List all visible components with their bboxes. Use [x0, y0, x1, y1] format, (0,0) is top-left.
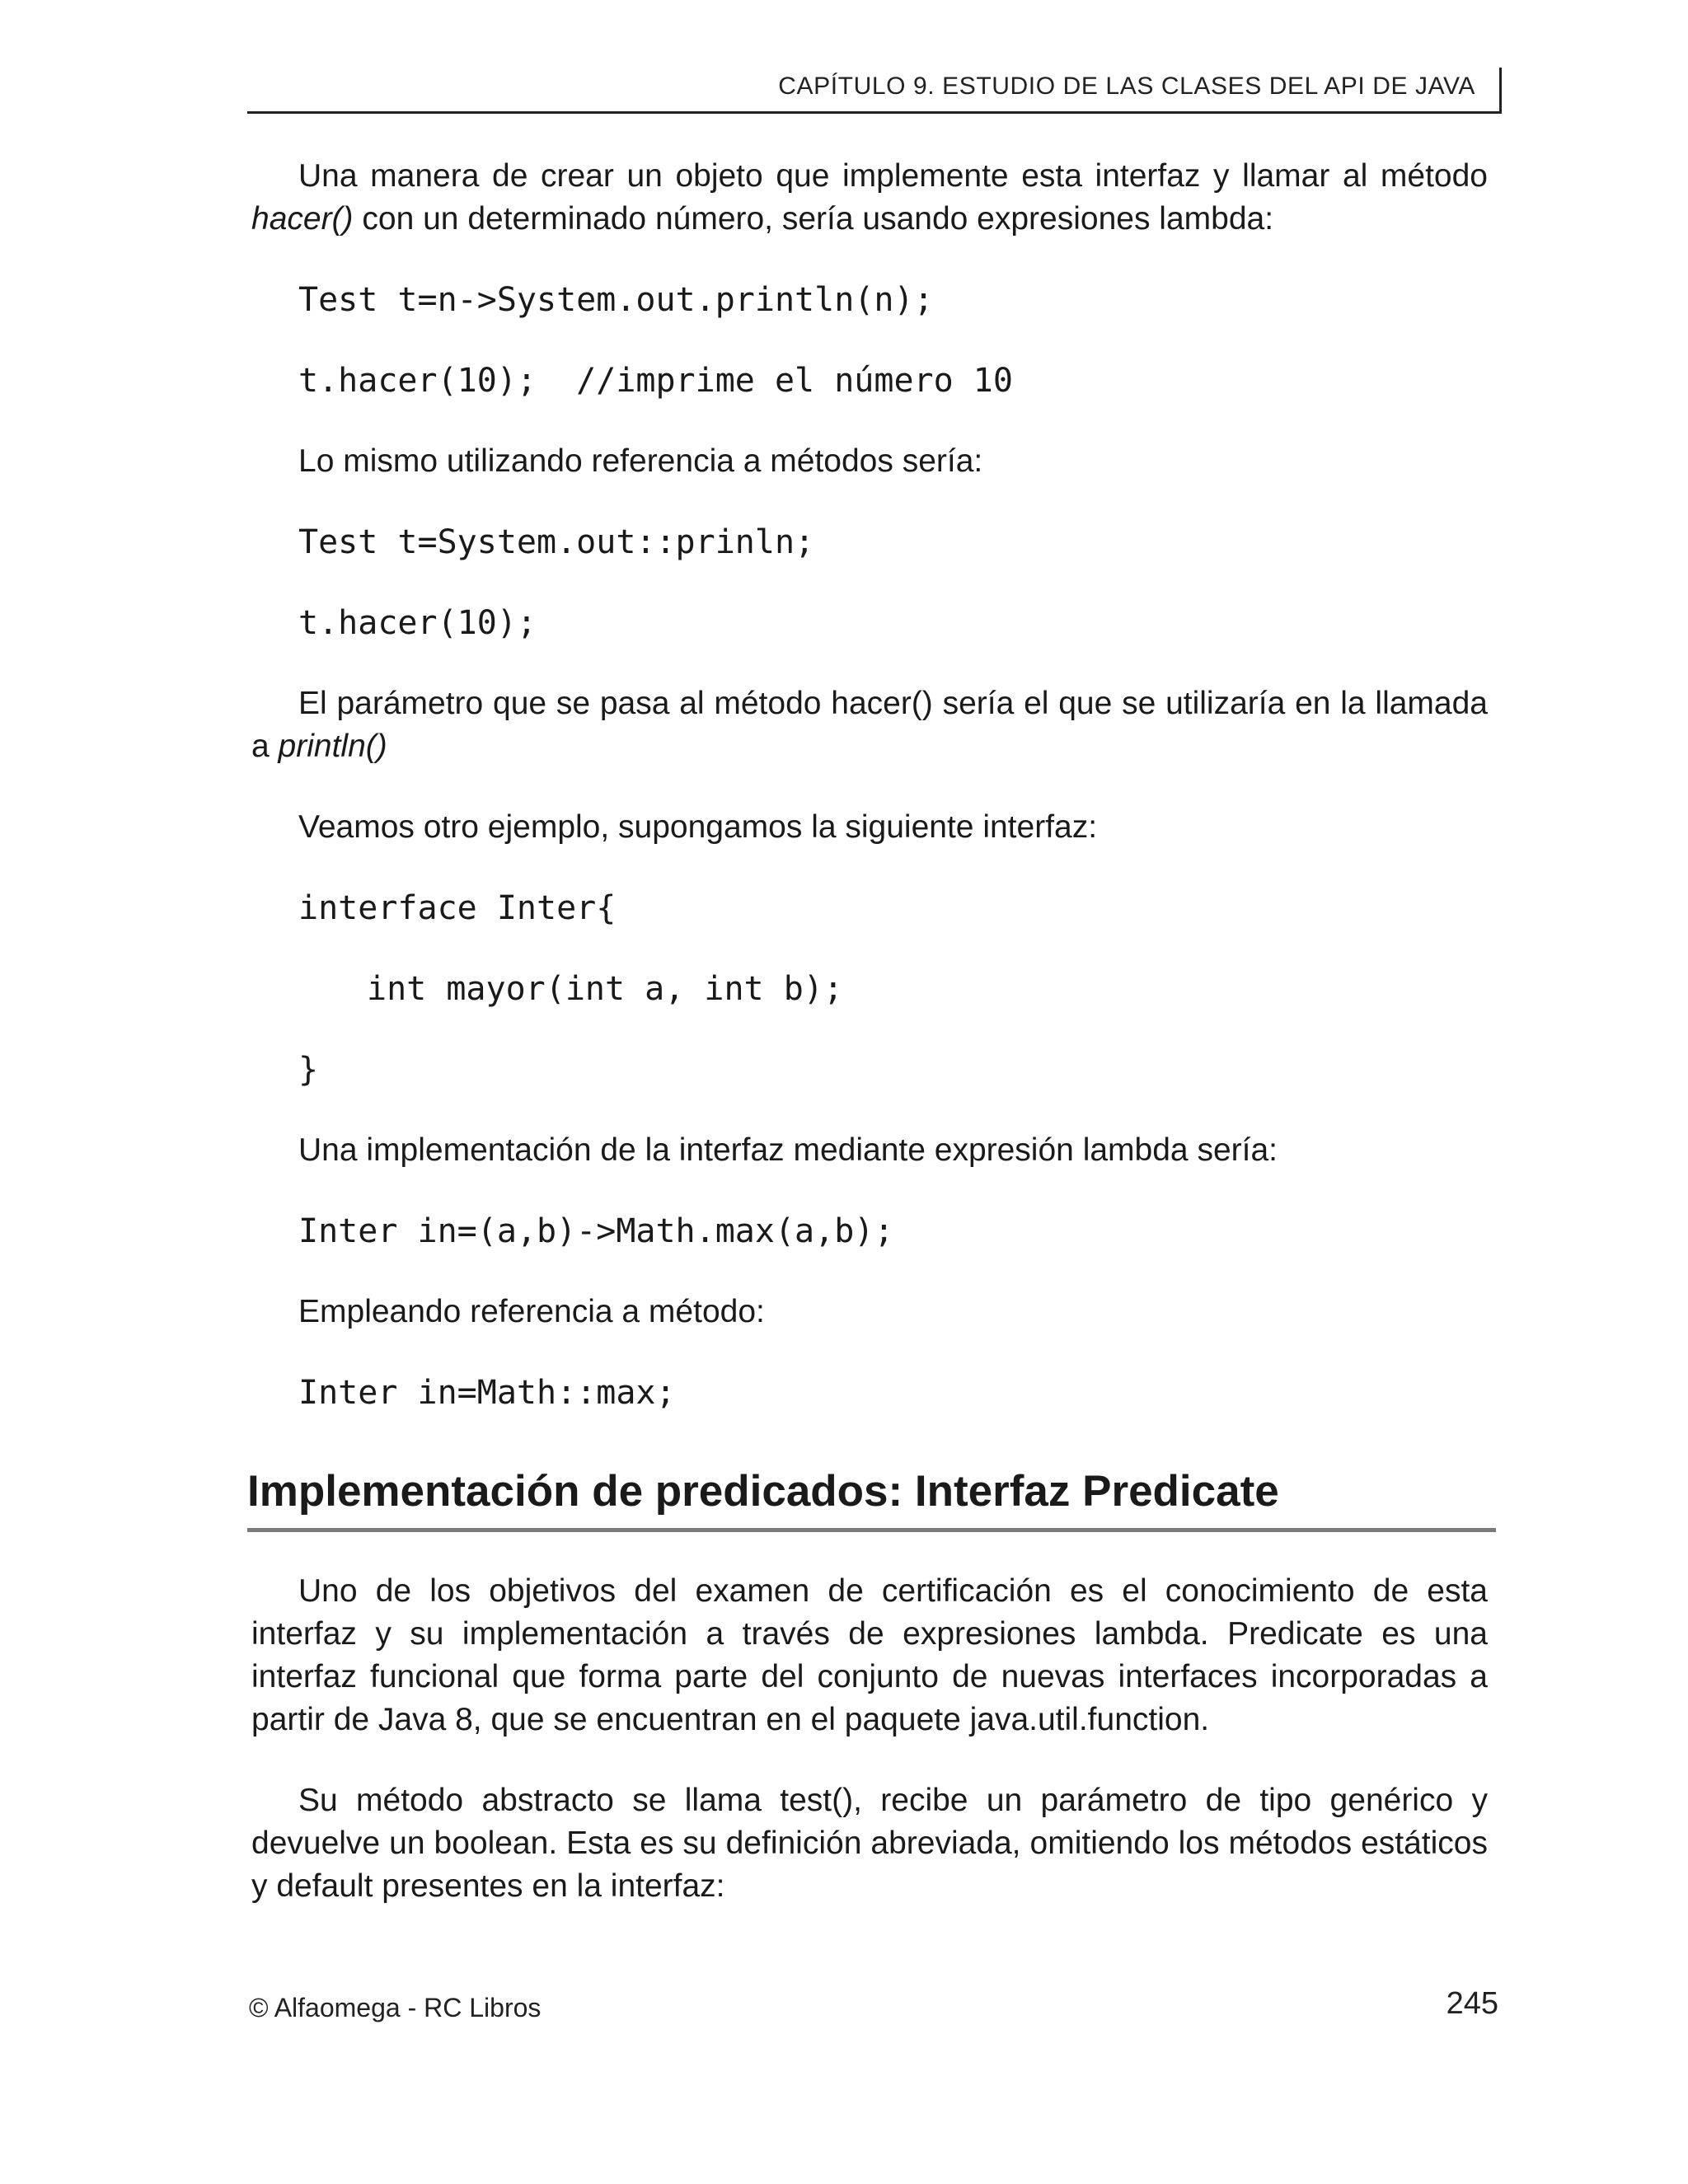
code-line-inter-lambda: Inter in=(a,b)->Math.max(a,b);	[298, 1212, 894, 1250]
publisher-credit: © Alfaomega - RC Libros	[249, 1993, 542, 2022]
paragraph-method-ref-usage: Empleando referencia a método:	[298, 1294, 765, 1329]
paragraph-intro-text-b: con un determinado número, sería usando expresiones lambda:	[353, 201, 1274, 237]
paragraph-lambda-implementation: Una implementación de la interfaz mediante expresión lambda sería:	[298, 1132, 1278, 1168]
code-line-interface-close: }	[298, 1051, 319, 1089]
paragraph-parameter-text: El parámetro que se pasa al método hacer() sería el que se utilizaría en la llamada a	[251, 686, 1488, 764]
method-name-hacer: hacer()	[251, 201, 354, 237]
paragraph-intro-text-a: Una manera de crear un objeto que implemente esta interfaz y llamar al método	[298, 158, 1488, 194]
code-line-lambda: Test t=n->System.out.println(n);	[298, 281, 934, 319]
code-line-inter-method-ref: Inter in=Math::max;	[298, 1374, 676, 1412]
header-divider	[1499, 68, 1502, 114]
code-line-interface-method: int mayor(int a, int b);	[367, 970, 843, 1008]
method-name-println: println()	[278, 729, 387, 764]
code-line-call: t.hacer(10); //imprime el número 10	[298, 362, 1013, 400]
running-header	[247, 68, 1502, 114]
paragraph-intro	[251, 155, 1488, 241]
code-line-call-2: t.hacer(10);	[298, 604, 537, 642]
chapter-title: CAPÍTULO 9. ESTUDIO DE LAS CLASES DEL API DE JAVA	[778, 73, 1475, 100]
page-number: 245	[1446, 1986, 1498, 2021]
paragraph-predicate-intro: Uno de los objetivos del examen de certificación es el conocimiento de esta interfaz y su implementación a través de expresiones lambda. Predicate es una interfaz funcional que forma parte del conjunto de nuevas interfaces incorporadas a partir de Java 8, que se encuentran en el paquete java.util.function.	[251, 1573, 1488, 1737]
paragraph-another-example: Veamos otro ejemplo, supongamos la siguiente interfaz:	[298, 809, 1098, 845]
code-line-method-ref: Test t=System.out::prinln;	[298, 523, 815, 561]
page-content	[247, 155, 1488, 1908]
paragraph-predicate-test: Su método abstracto se llama test(), recibe un parámetro de tipo genérico y devuelve un boolean. Esta es su definición abreviada, omitiendo los métodos estáticos y default presentes en la interfaz:	[251, 1783, 1488, 1904]
section-heading: Implementación de predicados: Interfaz Predicate	[247, 1462, 1496, 1532]
code-line-interface-open: interface Inter{	[298, 889, 617, 927]
paragraph-method-reference: Lo mismo utilizando referencia a métodos sería:	[298, 443, 983, 479]
paragraph-parameter	[251, 682, 1488, 768]
